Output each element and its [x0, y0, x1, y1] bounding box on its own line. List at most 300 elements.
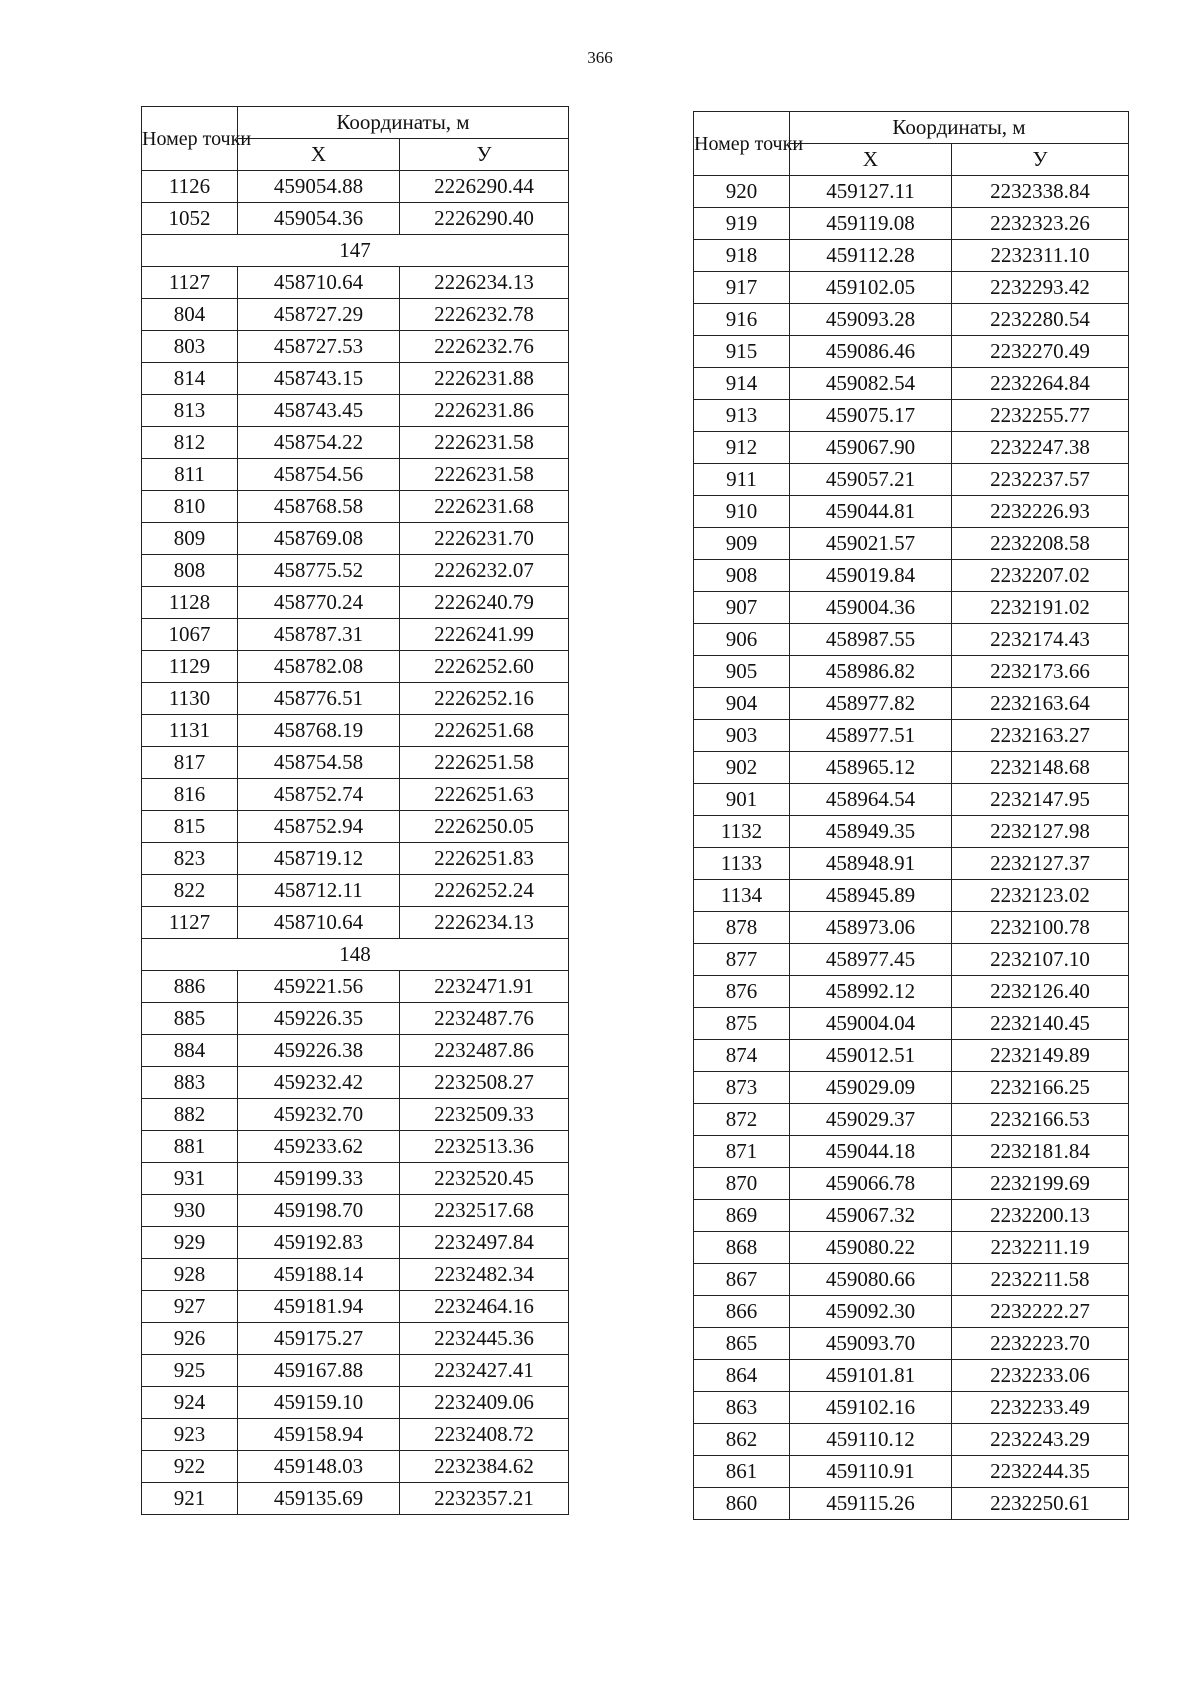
point-number-cell: 910 — [694, 496, 790, 528]
x-coordinate-cell: 458710.64 — [238, 907, 400, 939]
point-number-cell: 865 — [694, 1328, 790, 1360]
x-coordinate-cell: 459054.88 — [238, 171, 400, 203]
table-row — [694, 1360, 1129, 1392]
x-coordinate-cell: 458977.82 — [790, 688, 952, 720]
x-coordinate-cell: 458776.51 — [238, 683, 400, 715]
point-number-cell: 812 — [142, 427, 238, 459]
y-coordinate-cell: 2232174.43 — [952, 624, 1129, 656]
table-row — [694, 464, 1129, 496]
x-coordinate-cell: 459093.28 — [790, 304, 952, 336]
x-coordinate-cell: 459101.81 — [790, 1360, 952, 1392]
point-number-cell: 917 — [694, 272, 790, 304]
point-number-cell: 921 — [142, 1483, 238, 1515]
x-coordinate-cell: 459119.08 — [790, 208, 952, 240]
y-coordinate-cell: 2226252.24 — [400, 875, 569, 907]
y-coordinate-cell: 2232107.10 — [952, 944, 1129, 976]
x-coordinate-cell: 459019.84 — [790, 560, 952, 592]
y-coordinate-cell: 2232264.84 — [952, 368, 1129, 400]
header-y: У — [400, 139, 569, 171]
y-coordinate-cell: 2226232.07 — [400, 555, 569, 587]
point-number-cell: 810 — [142, 491, 238, 523]
header-x: Х — [238, 139, 400, 171]
x-coordinate-cell: 459232.70 — [238, 1099, 400, 1131]
point-number-cell: 866 — [694, 1296, 790, 1328]
x-coordinate-cell: 459080.22 — [790, 1232, 952, 1264]
y-coordinate-cell: 2232482.34 — [400, 1259, 569, 1291]
point-number-cell: 1052 — [142, 203, 238, 235]
table-row — [694, 816, 1129, 848]
point-number-cell: 1130 — [142, 683, 238, 715]
table-row — [694, 592, 1129, 624]
x-coordinate-cell: 459021.57 — [790, 528, 952, 560]
y-coordinate-cell: 2232487.86 — [400, 1035, 569, 1067]
x-coordinate-cell: 459066.78 — [790, 1168, 952, 1200]
y-coordinate-cell: 2232100.78 — [952, 912, 1129, 944]
x-coordinate-cell: 459167.88 — [238, 1355, 400, 1387]
y-coordinate-cell: 2232163.27 — [952, 720, 1129, 752]
y-coordinate-cell: 2232222.27 — [952, 1296, 1129, 1328]
y-coordinate-cell: 2232338.84 — [952, 176, 1129, 208]
y-coordinate-cell: 2232233.06 — [952, 1360, 1129, 1392]
x-coordinate-cell: 459067.32 — [790, 1200, 952, 1232]
point-number-cell: 885 — [142, 1003, 238, 1035]
x-coordinate-cell: 459232.42 — [238, 1067, 400, 1099]
y-coordinate-cell: 2232127.98 — [952, 816, 1129, 848]
table-row — [142, 459, 569, 491]
x-coordinate-cell: 458754.56 — [238, 459, 400, 491]
x-coordinate-cell: 458973.06 — [790, 912, 952, 944]
point-number-cell: 882 — [142, 1099, 238, 1131]
table-row — [694, 1328, 1129, 1360]
y-coordinate-cell: 2232384.62 — [400, 1451, 569, 1483]
table-row — [142, 843, 569, 875]
section-label: 147 — [142, 235, 569, 267]
point-number-cell: 914 — [694, 368, 790, 400]
point-number-cell: 912 — [694, 432, 790, 464]
x-coordinate-cell: 459127.11 — [790, 176, 952, 208]
x-coordinate-cell: 459093.70 — [790, 1328, 952, 1360]
point-number-cell: 861 — [694, 1456, 790, 1488]
point-number-cell: 919 — [694, 208, 790, 240]
table-row — [694, 1392, 1129, 1424]
x-coordinate-cell: 458752.74 — [238, 779, 400, 811]
y-coordinate-cell: 2232123.02 — [952, 880, 1129, 912]
y-coordinate-cell: 2232357.21 — [400, 1483, 569, 1515]
table-row — [694, 368, 1129, 400]
table-row — [694, 560, 1129, 592]
table-row — [694, 272, 1129, 304]
x-coordinate-cell: 459135.69 — [238, 1483, 400, 1515]
header-x: Х — [790, 144, 952, 176]
table-row — [694, 1008, 1129, 1040]
table-row — [142, 523, 569, 555]
y-coordinate-cell: 2226251.83 — [400, 843, 569, 875]
y-coordinate-cell: 2232148.68 — [952, 752, 1129, 784]
table-row — [694, 624, 1129, 656]
table-row — [142, 331, 569, 363]
point-number-cell: 872 — [694, 1104, 790, 1136]
table-row — [694, 656, 1129, 688]
x-coordinate-cell: 458769.08 — [238, 523, 400, 555]
table-row — [694, 1104, 1129, 1136]
y-coordinate-cell: 2232207.02 — [952, 560, 1129, 592]
y-coordinate-cell: 2226234.13 — [400, 907, 569, 939]
x-coordinate-cell: 458977.51 — [790, 720, 952, 752]
x-coordinate-cell: 459044.18 — [790, 1136, 952, 1168]
y-coordinate-cell: 2232163.64 — [952, 688, 1129, 720]
table-row — [694, 848, 1129, 880]
table-row — [142, 715, 569, 747]
table-row — [694, 752, 1129, 784]
x-coordinate-cell: 458754.22 — [238, 427, 400, 459]
point-number-cell: 925 — [142, 1355, 238, 1387]
table-row — [694, 880, 1129, 912]
point-number-cell: 863 — [694, 1392, 790, 1424]
x-coordinate-cell: 458948.91 — [790, 848, 952, 880]
y-coordinate-cell: 2232293.42 — [952, 272, 1129, 304]
y-coordinate-cell: 2226240.79 — [400, 587, 569, 619]
table-row — [694, 688, 1129, 720]
point-number-cell: 886 — [142, 971, 238, 1003]
section-row — [142, 235, 569, 267]
point-number-cell: 804 — [142, 299, 238, 331]
table-row — [142, 203, 569, 235]
table-row — [142, 1259, 569, 1291]
point-number-cell: 908 — [694, 560, 790, 592]
table-row — [142, 555, 569, 587]
x-coordinate-cell: 458727.29 — [238, 299, 400, 331]
y-coordinate-cell: 2232280.54 — [952, 304, 1129, 336]
y-coordinate-cell: 2232270.49 — [952, 336, 1129, 368]
point-number-cell: 870 — [694, 1168, 790, 1200]
table-row — [694, 1136, 1129, 1168]
x-coordinate-cell: 458743.15 — [238, 363, 400, 395]
y-coordinate-cell: 2232149.89 — [952, 1040, 1129, 1072]
y-coordinate-cell: 2232517.68 — [400, 1195, 569, 1227]
page-number: 366 — [587, 48, 613, 67]
y-coordinate-cell: 2232181.84 — [952, 1136, 1129, 1168]
y-coordinate-cell: 2232497.84 — [400, 1227, 569, 1259]
point-number-cell: 931 — [142, 1163, 238, 1195]
x-coordinate-cell: 459181.94 — [238, 1291, 400, 1323]
y-coordinate-cell: 2232243.29 — [952, 1424, 1129, 1456]
x-coordinate-cell: 459159.10 — [238, 1387, 400, 1419]
table-row — [694, 528, 1129, 560]
x-coordinate-cell: 458775.52 — [238, 555, 400, 587]
point-number-cell: 884 — [142, 1035, 238, 1067]
table-row — [694, 976, 1129, 1008]
x-coordinate-cell: 458768.58 — [238, 491, 400, 523]
point-number-cell: 916 — [694, 304, 790, 336]
y-coordinate-cell: 2232173.66 — [952, 656, 1129, 688]
point-number-cell: 915 — [694, 336, 790, 368]
x-coordinate-cell: 458949.35 — [790, 816, 952, 848]
x-coordinate-cell: 459175.27 — [238, 1323, 400, 1355]
header-point-number: Номер точки — [142, 107, 238, 171]
table-row — [694, 784, 1129, 816]
table-row — [142, 907, 569, 939]
point-number-cell: 1126 — [142, 171, 238, 203]
table-row — [142, 1163, 569, 1195]
point-number-cell: 809 — [142, 523, 238, 555]
table-row — [694, 720, 1129, 752]
section-row — [142, 939, 569, 971]
point-number-cell: 876 — [694, 976, 790, 1008]
point-number-cell: 928 — [142, 1259, 238, 1291]
table-row — [142, 1131, 569, 1163]
table-row — [142, 651, 569, 683]
table-row — [142, 1195, 569, 1227]
y-coordinate-cell: 2232211.19 — [952, 1232, 1129, 1264]
point-number-cell: 881 — [142, 1131, 238, 1163]
y-coordinate-cell: 2232140.45 — [952, 1008, 1129, 1040]
x-coordinate-cell: 459115.26 — [790, 1488, 952, 1520]
x-coordinate-cell: 458752.94 — [238, 811, 400, 843]
x-coordinate-cell: 459226.35 — [238, 1003, 400, 1035]
x-coordinate-cell: 459092.30 — [790, 1296, 952, 1328]
table-row — [694, 1040, 1129, 1072]
table-row — [142, 1227, 569, 1259]
point-number-cell: 922 — [142, 1451, 238, 1483]
table-row — [142, 1099, 569, 1131]
table-row — [694, 176, 1129, 208]
y-coordinate-cell: 2232166.25 — [952, 1072, 1129, 1104]
x-coordinate-cell: 458986.82 — [790, 656, 952, 688]
x-coordinate-cell: 459029.09 — [790, 1072, 952, 1104]
point-number-cell: 904 — [694, 688, 790, 720]
point-number-cell: 815 — [142, 811, 238, 843]
table-header-row — [142, 107, 569, 139]
header-y: У — [952, 144, 1129, 176]
x-coordinate-cell: 458770.24 — [238, 587, 400, 619]
table-row — [142, 1035, 569, 1067]
table-row — [142, 811, 569, 843]
y-coordinate-cell: 2226231.68 — [400, 491, 569, 523]
y-coordinate-cell: 2226252.60 — [400, 651, 569, 683]
table-row — [142, 171, 569, 203]
y-coordinate-cell: 2226232.78 — [400, 299, 569, 331]
y-coordinate-cell: 2226231.58 — [400, 427, 569, 459]
point-number-cell: 877 — [694, 944, 790, 976]
y-coordinate-cell: 2232191.02 — [952, 592, 1129, 624]
y-coordinate-cell: 2226231.70 — [400, 523, 569, 555]
y-coordinate-cell: 2232471.91 — [400, 971, 569, 1003]
table-row — [694, 208, 1129, 240]
table-row — [142, 1003, 569, 1035]
point-number-cell: 1127 — [142, 907, 238, 939]
y-coordinate-cell: 2226241.99 — [400, 619, 569, 651]
x-coordinate-cell: 459102.05 — [790, 272, 952, 304]
y-coordinate-cell: 2226231.58 — [400, 459, 569, 491]
point-number-cell: 1129 — [142, 651, 238, 683]
table-row — [142, 1419, 569, 1451]
y-coordinate-cell: 2232208.58 — [952, 528, 1129, 560]
point-number-cell: 1128 — [142, 587, 238, 619]
y-coordinate-cell: 2232247.38 — [952, 432, 1129, 464]
table-row — [694, 1200, 1129, 1232]
x-coordinate-cell: 458992.12 — [790, 976, 952, 1008]
point-number-cell: 867 — [694, 1264, 790, 1296]
y-coordinate-cell: 2232226.93 — [952, 496, 1129, 528]
y-coordinate-cell: 2226234.13 — [400, 267, 569, 299]
x-coordinate-cell: 458945.89 — [790, 880, 952, 912]
table-row — [142, 779, 569, 811]
x-coordinate-cell: 459054.36 — [238, 203, 400, 235]
y-coordinate-cell: 2232409.06 — [400, 1387, 569, 1419]
y-coordinate-cell: 2232126.40 — [952, 976, 1129, 1008]
point-number-cell: 883 — [142, 1067, 238, 1099]
x-coordinate-cell: 458965.12 — [790, 752, 952, 784]
table-row — [142, 1387, 569, 1419]
point-number-cell: 874 — [694, 1040, 790, 1072]
x-coordinate-cell: 458743.45 — [238, 395, 400, 427]
x-coordinate-cell: 459102.16 — [790, 1392, 952, 1424]
y-coordinate-cell: 2226231.86 — [400, 395, 569, 427]
point-number-cell: 929 — [142, 1227, 238, 1259]
y-coordinate-cell: 2226251.63 — [400, 779, 569, 811]
point-number-cell: 823 — [142, 843, 238, 875]
x-coordinate-cell: 458727.53 — [238, 331, 400, 363]
x-coordinate-cell: 459075.17 — [790, 400, 952, 432]
point-number-cell: 906 — [694, 624, 790, 656]
point-number-cell: 871 — [694, 1136, 790, 1168]
point-number-cell: 923 — [142, 1419, 238, 1451]
y-coordinate-cell: 2226251.68 — [400, 715, 569, 747]
point-number-cell: 862 — [694, 1424, 790, 1456]
x-coordinate-cell: 458787.31 — [238, 619, 400, 651]
table-row — [694, 944, 1129, 976]
point-number-cell: 864 — [694, 1360, 790, 1392]
y-coordinate-cell: 2232223.70 — [952, 1328, 1129, 1360]
table-row — [694, 1456, 1129, 1488]
table-row — [142, 587, 569, 619]
header-coordinates: Координаты, м — [790, 112, 1129, 144]
table-row — [694, 1232, 1129, 1264]
table-row — [694, 1264, 1129, 1296]
point-number-cell: 878 — [694, 912, 790, 944]
point-number-cell: 911 — [694, 464, 790, 496]
table-row — [694, 400, 1129, 432]
point-number-cell: 901 — [694, 784, 790, 816]
point-number-cell: 1067 — [142, 619, 238, 651]
x-coordinate-cell: 459192.83 — [238, 1227, 400, 1259]
x-coordinate-cell: 459112.28 — [790, 240, 952, 272]
table-row — [694, 496, 1129, 528]
header-point-number: Номер точки — [694, 112, 790, 176]
y-coordinate-cell: 2226251.58 — [400, 747, 569, 779]
x-coordinate-cell: 458768.19 — [238, 715, 400, 747]
y-coordinate-cell: 2232408.72 — [400, 1419, 569, 1451]
y-coordinate-cell: 2232464.16 — [400, 1291, 569, 1323]
table-row — [142, 619, 569, 651]
x-coordinate-cell: 459004.04 — [790, 1008, 952, 1040]
x-coordinate-cell: 458782.08 — [238, 651, 400, 683]
point-number-cell: 907 — [694, 592, 790, 624]
y-coordinate-cell: 2232233.49 — [952, 1392, 1129, 1424]
table-row — [142, 363, 569, 395]
point-number-cell: 927 — [142, 1291, 238, 1323]
point-number-cell: 816 — [142, 779, 238, 811]
x-coordinate-cell: 459012.51 — [790, 1040, 952, 1072]
point-number-cell: 1134 — [694, 880, 790, 912]
table-row — [142, 1355, 569, 1387]
table-row — [142, 747, 569, 779]
point-number-cell: 930 — [142, 1195, 238, 1227]
y-coordinate-cell: 2232237.57 — [952, 464, 1129, 496]
table-row — [142, 267, 569, 299]
x-coordinate-cell: 459199.33 — [238, 1163, 400, 1195]
table-header-row — [694, 112, 1129, 144]
y-coordinate-cell: 2232513.36 — [400, 1131, 569, 1163]
point-number-cell: 1131 — [142, 715, 238, 747]
table-row — [142, 395, 569, 427]
point-number-cell: 1132 — [694, 816, 790, 848]
y-coordinate-cell: 2232166.53 — [952, 1104, 1129, 1136]
coordinates-table-right — [693, 111, 1129, 1520]
x-coordinate-cell: 459067.90 — [790, 432, 952, 464]
table-row — [142, 1067, 569, 1099]
point-number-cell: 1127 — [142, 267, 238, 299]
point-number-cell: 873 — [694, 1072, 790, 1104]
table-row — [694, 240, 1129, 272]
section-label: 148 — [142, 939, 569, 971]
x-coordinate-cell: 459029.37 — [790, 1104, 952, 1136]
y-coordinate-cell: 2232311.10 — [952, 240, 1129, 272]
y-coordinate-cell: 2232250.61 — [952, 1488, 1129, 1520]
y-coordinate-cell: 2232487.76 — [400, 1003, 569, 1035]
table-row — [142, 299, 569, 331]
point-number-cell: 902 — [694, 752, 790, 784]
x-coordinate-cell: 459226.38 — [238, 1035, 400, 1067]
y-coordinate-cell: 2226252.16 — [400, 683, 569, 715]
y-coordinate-cell: 2232127.37 — [952, 848, 1129, 880]
table-row — [694, 1424, 1129, 1456]
table-row — [142, 491, 569, 523]
x-coordinate-cell: 459082.54 — [790, 368, 952, 400]
x-coordinate-cell: 458719.12 — [238, 843, 400, 875]
y-coordinate-cell: 2232445.36 — [400, 1323, 569, 1355]
point-number-cell: 1133 — [694, 848, 790, 880]
table-row — [142, 1451, 569, 1483]
y-coordinate-cell: 2232520.45 — [400, 1163, 569, 1195]
table-row — [142, 1483, 569, 1515]
x-coordinate-cell: 458710.64 — [238, 267, 400, 299]
point-number-cell: 903 — [694, 720, 790, 752]
y-coordinate-cell: 2232244.35 — [952, 1456, 1129, 1488]
table-row — [694, 304, 1129, 336]
table-row — [694, 912, 1129, 944]
x-coordinate-cell: 459158.94 — [238, 1419, 400, 1451]
table-row — [142, 875, 569, 907]
y-coordinate-cell: 2232255.77 — [952, 400, 1129, 432]
table-row — [142, 971, 569, 1003]
point-number-cell: 814 — [142, 363, 238, 395]
y-coordinate-cell: 2226232.76 — [400, 331, 569, 363]
x-coordinate-cell: 458964.54 — [790, 784, 952, 816]
x-coordinate-cell: 459221.56 — [238, 971, 400, 1003]
coordinates-table-left — [141, 106, 569, 1515]
table-row — [142, 1291, 569, 1323]
x-coordinate-cell: 459004.36 — [790, 592, 952, 624]
point-number-cell: 875 — [694, 1008, 790, 1040]
y-coordinate-cell: 2232427.41 — [400, 1355, 569, 1387]
y-coordinate-cell: 2226231.88 — [400, 363, 569, 395]
point-number-cell: 868 — [694, 1232, 790, 1264]
y-coordinate-cell: 2232199.69 — [952, 1168, 1129, 1200]
y-coordinate-cell: 2226250.05 — [400, 811, 569, 843]
y-coordinate-cell: 2226290.40 — [400, 203, 569, 235]
point-number-cell: 918 — [694, 240, 790, 272]
